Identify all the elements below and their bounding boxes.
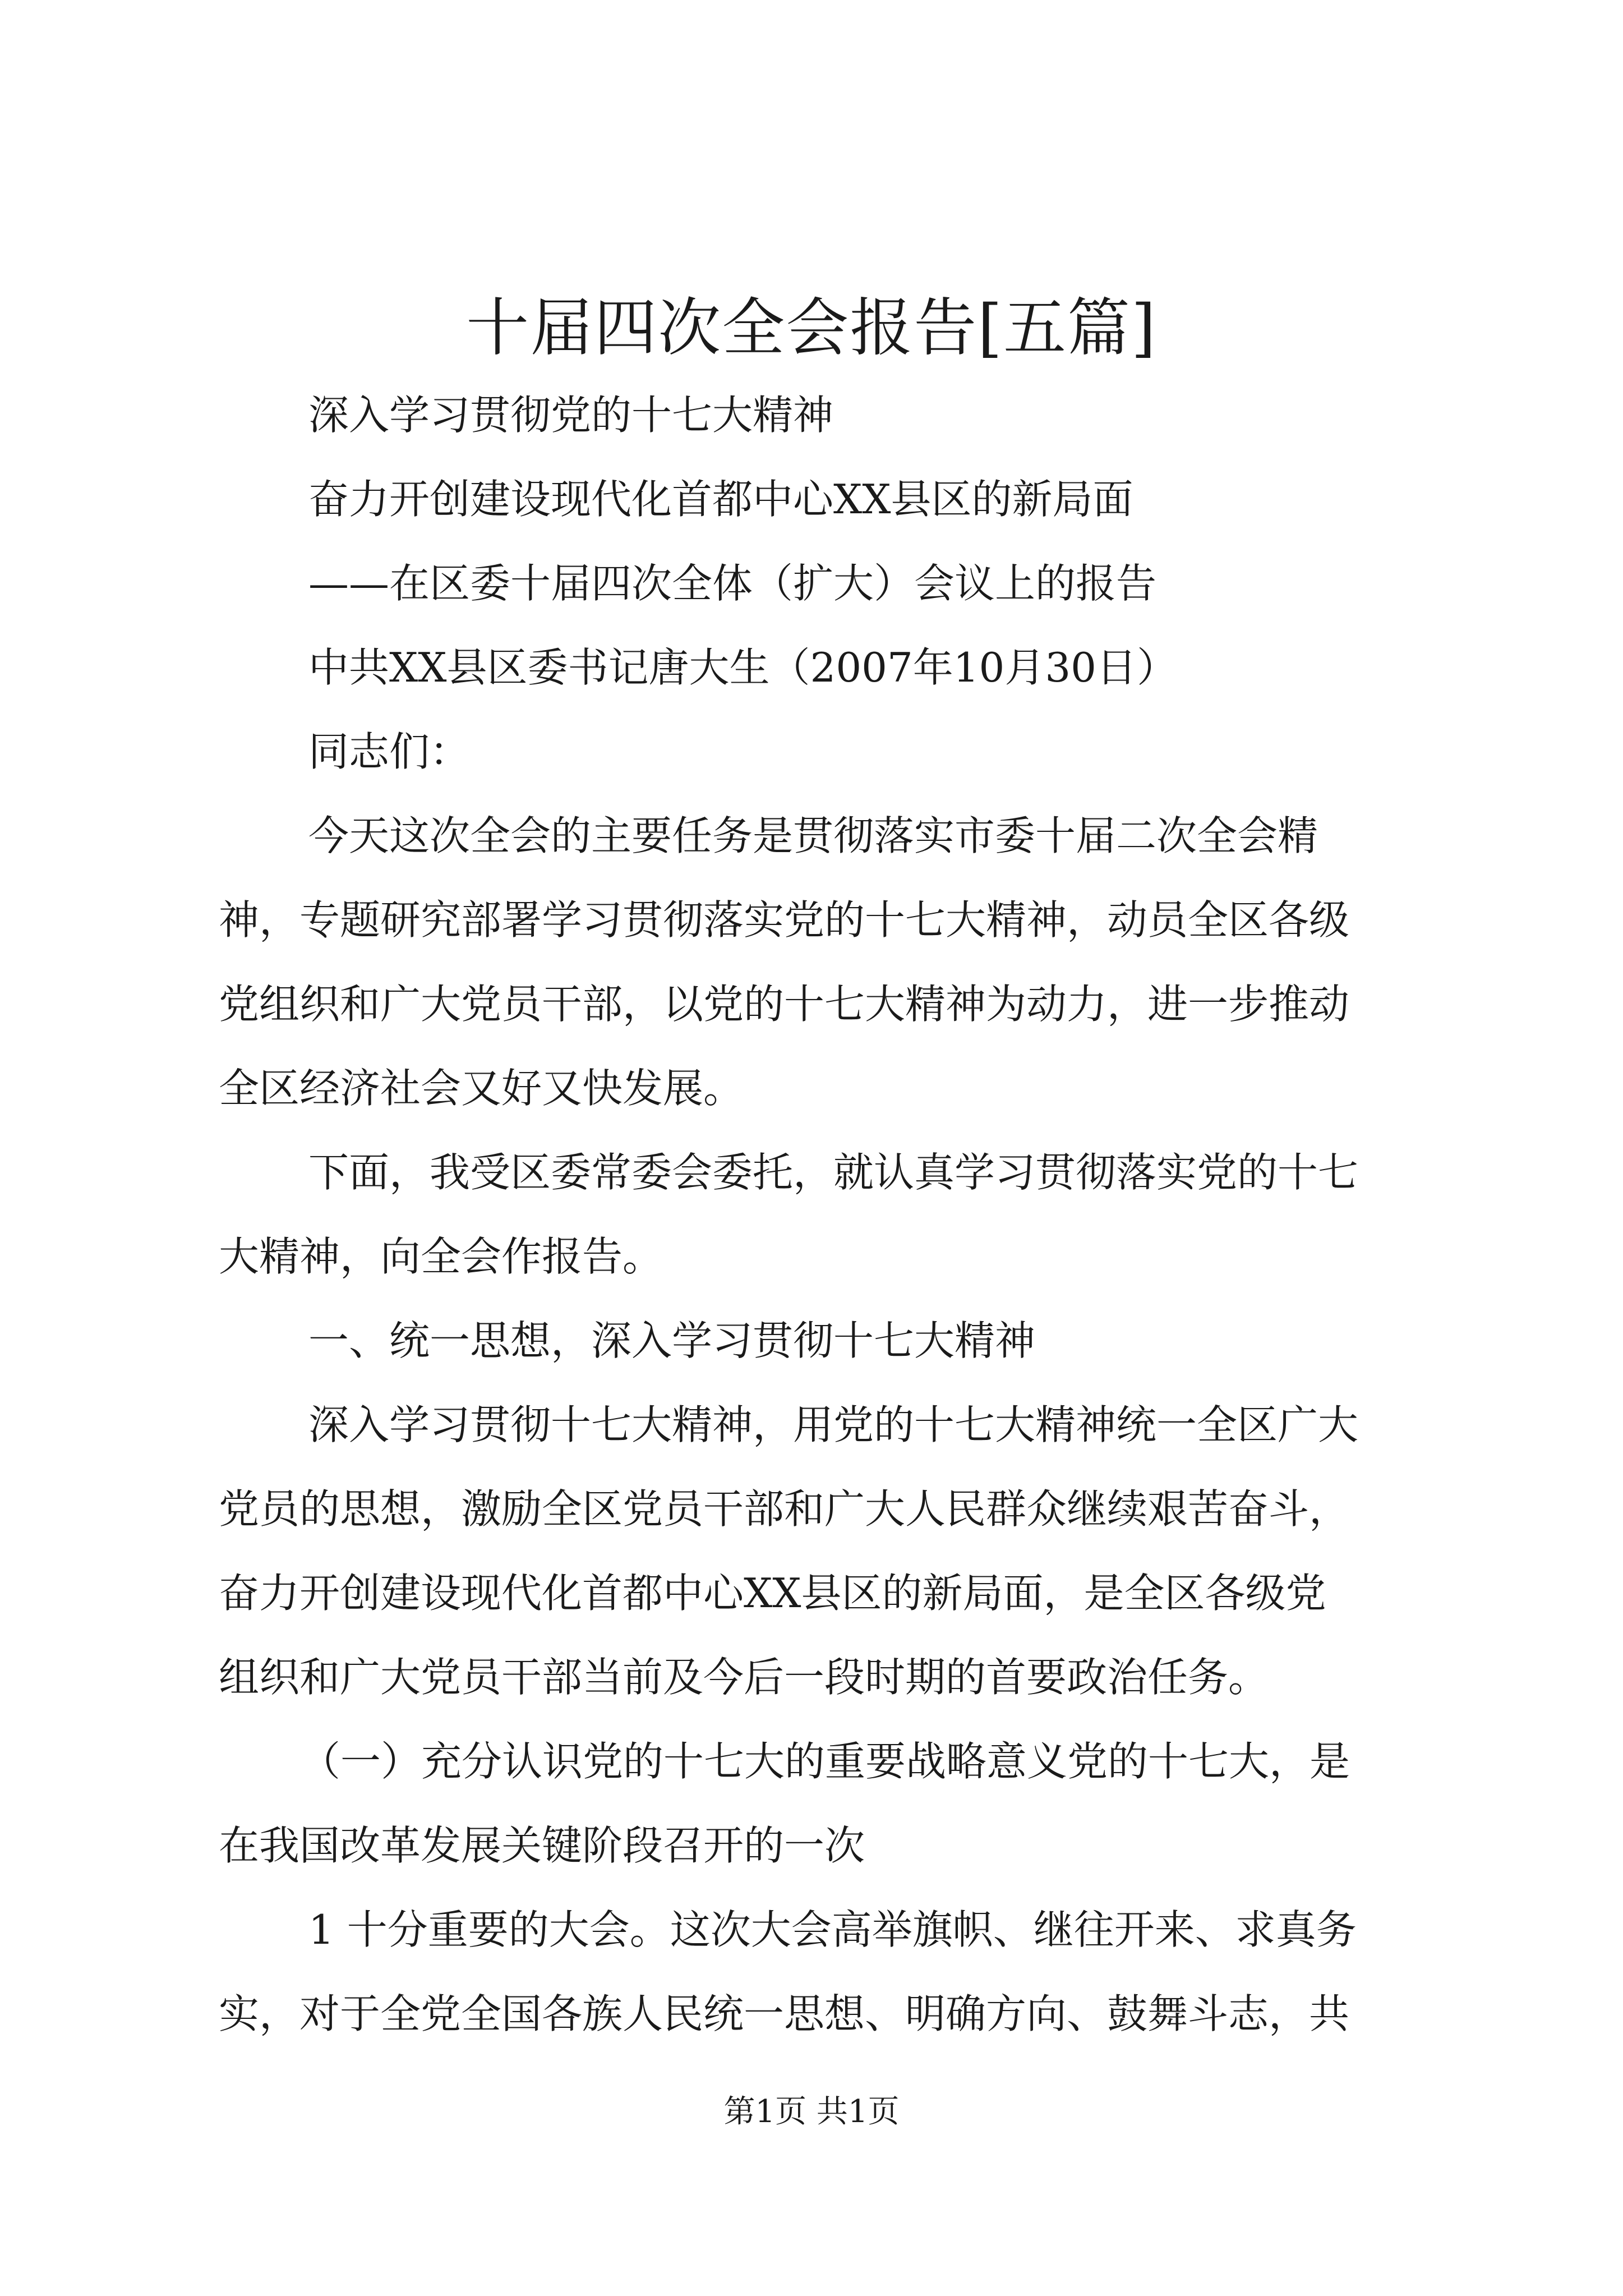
page-number-label: 第1页 共1页 [723, 2093, 900, 2130]
paragraph-1-line-4: 全区经济社会又好又快发展。 [219, 1065, 744, 1112]
document-title: 十届四次全会报告[五篇] [466, 292, 1157, 365]
paragraph-3-line-2: 党员的思想，激励全区党员干部和广大人民群众继续艰苦奋斗， [219, 1485, 1350, 1533]
paragraph-4-line-2: 在我国改革发展关键阶段召开的一次 [219, 1822, 865, 1869]
subtitle-line-2: 奋力开创建设现代化首都中心XX县区的新局面 [308, 476, 1133, 523]
paragraph-3-line-1: 深入学习贯彻十七大精神，用党的十七大精神统一全区广大 [308, 1401, 1359, 1448]
paragraph-3-line-4: 组织和广大党员干部当前及今后一段时期的首要政治任务。 [219, 1654, 1269, 1701]
paragraph-1-line-2: 神，专题研究部署学习贯彻落实党的十七大精神，动员全区各级 [219, 896, 1350, 944]
paragraph-2-line-1: 下面，我受区委常委会委托，就认真学习贯彻落实党的十七 [308, 1149, 1359, 1196]
page-footer [0, 2092, 1623, 2132]
document-body [219, 373, 1424, 2056]
subtitle-line-3: ——在区委十届四次全体（扩大）会议上的报告 [308, 560, 1157, 607]
paragraph-5-line-1: 1 十分重要的大会。这次大会高举旗帜、继往开来、求真务 [308, 1906, 1357, 1953]
paragraph-1-line-3: 党组织和广大党员干部，以党的十七大精神为动力，进一步推动 [219, 981, 1350, 1028]
paragraph-2-line-2: 大精神，向全会作报告。 [219, 1233, 663, 1280]
paragraph-4-line-1: （一）充分认识党的十七大的重要战略意义党的十七大，是 [300, 1738, 1350, 1785]
section-1-heading: 一、统一思想，深入学习贯彻十七大精神 [308, 1317, 1036, 1364]
paragraph-3-line-3: 奋力开创建设现代化首都中心XX县区的新局面，是全区各级党 [219, 1570, 1326, 1617]
paragraph-5-line-2: 实，对于全党全国各族人民统一思想、明确方向、鼓舞斗志，共 [219, 1990, 1350, 2037]
salutation-line: 同志们： [308, 728, 471, 775]
subtitle-line-1: 深入学习贯彻党的十七大精神 [308, 392, 834, 439]
author-line: 中共XX县区委书记唐大生（2007年10月30日） [308, 644, 1177, 691]
paragraph-1-line-1: 今天这次全会的主要任务是贯彻落实市委十届二次全会精 [308, 812, 1318, 859]
